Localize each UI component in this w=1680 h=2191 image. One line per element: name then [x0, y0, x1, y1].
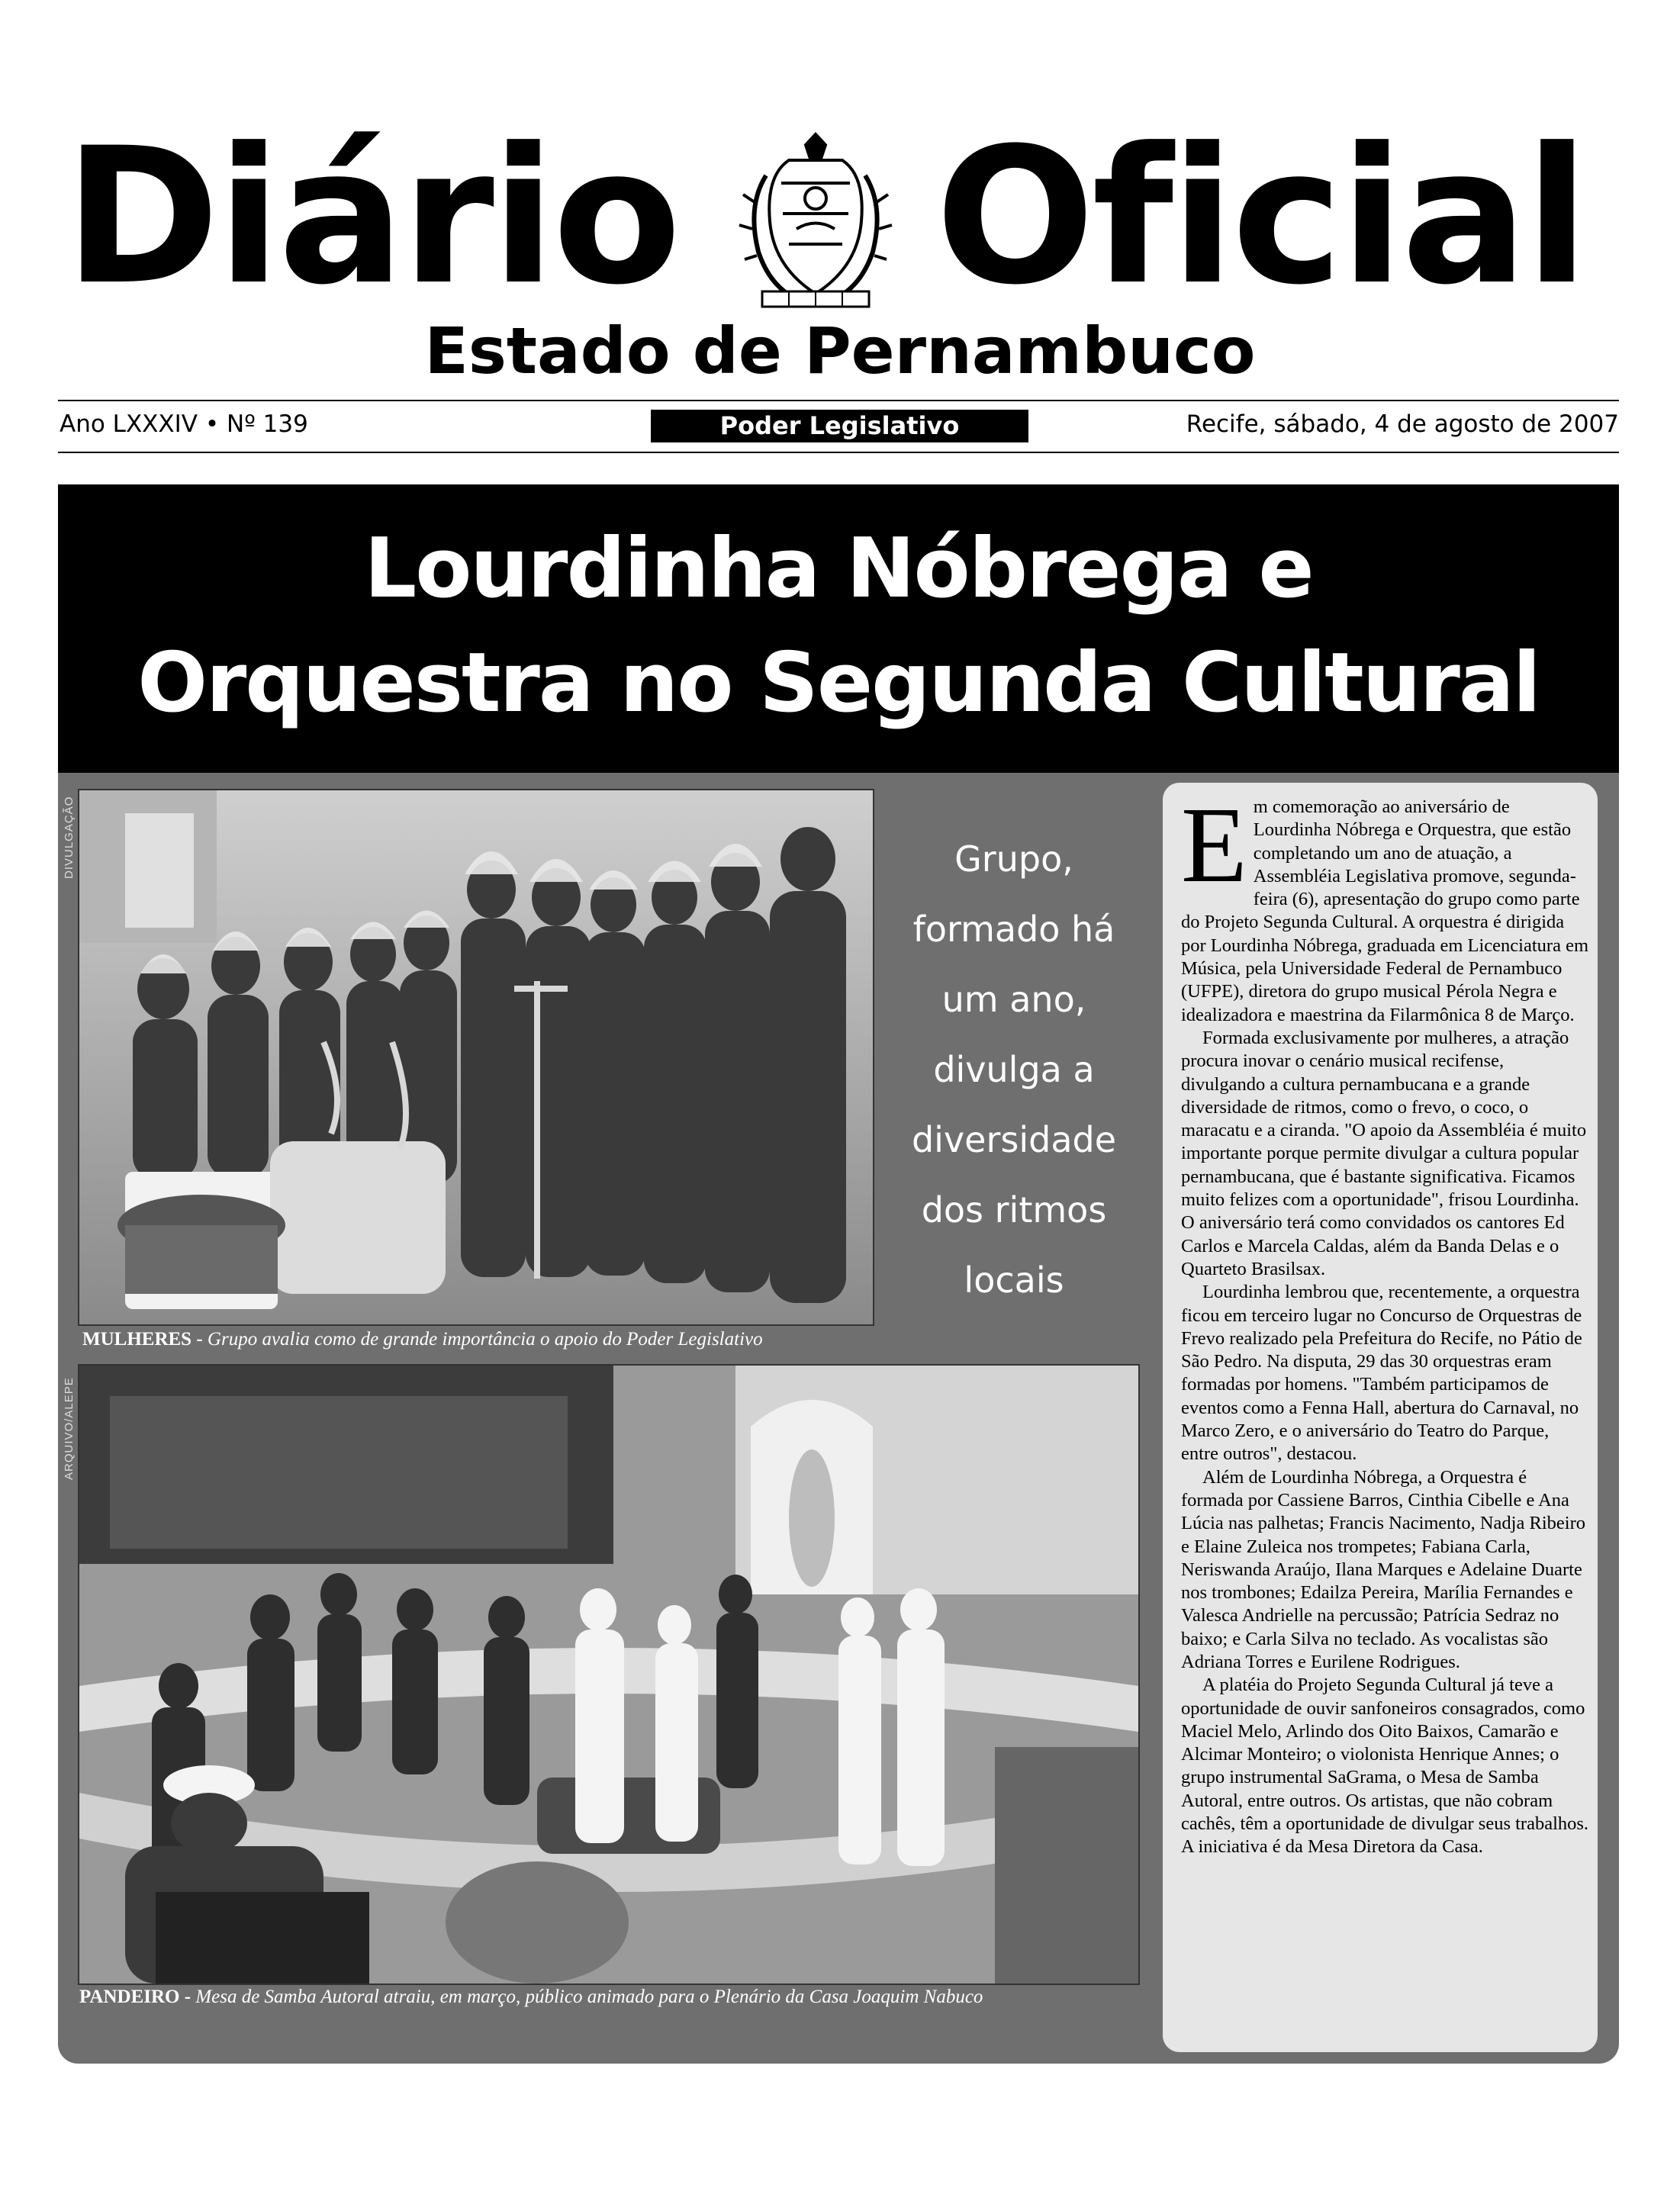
photo-orchestra-women-image [79, 790, 873, 1324]
photo-plenary-samba [78, 1364, 1140, 1985]
photo-orchestra-women [78, 789, 874, 1326]
headline-line-1: Lourdinha Nóbrega e [364, 521, 1313, 616]
top-rule [58, 400, 1619, 401]
place-date: Recife, sábado, 4 de agosto de 2007 [1186, 410, 1619, 438]
article-paragraph: A platéia do Projeto Segunda Cultural já teve a oportunidade de ouvir sanfoneiros consagrados, como Maciel Melo, Arlindo dos Oito Baixos, Camarão e Alcimar Monteiro; o violonista Henrique Annes; o grupo instrumental SaGrama, o Mesa de Samba Autoral, entre outros. Os artistas, que não cobram cachês, têm a oportunidade de divulgar seus trabalhos. A iniciativa é da Mesa Diretora da Casa. [1181, 1675, 1589, 1858]
article-paragraph-1-text: m comemoração ao aniversário de Lourdinha Nóbrega e Orquestra, que estão completando um ano de atuação, a Assembléia Legislativa promove, segunda-feira (6), apresentação do grupo como parte do Projeto Segunda Cultural. A orquestra é dirigida por Lourdinha Nóbrega, graduada em Licenciatura em Música, pela Universidade Federal de Pernambuco (UFPE), diretora do grupo musical Pérola Negra e idealizadora e maestrina da Filarmônica 8 de Março. [1181, 796, 1588, 1025]
headline [58, 484, 1619, 773]
pull-quote-line: diversidade [911, 1119, 1117, 1160]
photo1-caption-label: MULHERES - [82, 1329, 203, 1350]
article-paragraph [1181, 784, 1590, 1027]
pull-quote-line: dos ritmos [921, 1189, 1107, 1231]
article-paragraph: Lourdinha lembrou que, recentemente, a orquestra ficou em terceiro lugar no Concurso de Orquestras de Frevo realizado pela Prefeitura do Recife, no Pátio de São Pedro. Na disputa, 29 das 30 orquestras eram formadas por homens. "Também participamos de eventos como a Fenna Hall, abertura do Carnaval, no Marco Zero, e o aniversário do Teatro do Parque, entre outros", destacou. [1181, 1282, 1582, 1465]
pull-quote-line: Grupo, [954, 838, 1073, 880]
photo2-credit: ARQUIVO/ALEPE [63, 1377, 76, 1480]
masthead-title-left: Diário [64, 108, 679, 327]
drop-cap: E [1181, 784, 1247, 905]
masthead [0, 108, 1680, 327]
photo1-caption [82, 1328, 763, 1351]
masthead-subtitle: Estado de Pernambuco [424, 314, 1256, 388]
photo2-caption [79, 1986, 983, 2009]
pull-quote-line: divulga a [933, 1049, 1095, 1090]
masthead-title-right: Oficial [935, 108, 1586, 327]
article-paragraph: Formada exclusivamente por mulheres, a atração procura inovar o cenário musical recifense, divulgando a cultura pernambucana e a grande diversidade de ritmos, como o frevo, o coco, o maracatu e a ciranda. "O apoio da Assembléia é muito importante porque permite divulgar a cultura popular pernambucana, que é bastante significativa. Ficamos muito felizes com a oportunidade", frisou Lourdinha. O aniversário terá como convidados os cantores Ed Carlos e Marcela Caldas, além da Banda Delas e o Quarteto Brasilsax. [1181, 1027, 1587, 1279]
pull-quote-line: locais [964, 1260, 1064, 1301]
pull-quote-line: um ano, [941, 979, 1086, 1020]
pernambuco-coat-of-arms-icon [735, 130, 896, 313]
issue-number: Ano LXXXIV • Nº 139 [60, 410, 308, 438]
photo1-caption-text: Grupo avalia como de grande importância o apoio do Poder Legislativo [207, 1329, 763, 1350]
photo-plenary-samba-image [79, 1366, 1138, 1983]
photo1-credit: DIVULGAÇÃO [63, 796, 76, 879]
bottom-rule [58, 452, 1619, 453]
article-paragraph: Além de Lourdinha Nóbrega, a Orquestra é formada por Cassiene Barros, Cinthia Cibelle e Ana Lúcia nas palhetas; Francis Nacimento, Nadja Ribeiro e Elaine Zuleica nos trompetes; Fabiana Carla, Neriswanda Araújo, Ilana Marques e Adelaine Duarte nos trombones; Edailza Pereira, Marília Fernandes e Valesca Andrielle na percussão; Patrícia Sedraz no baixo; e Carla Silva no teclado. As vocalistas são Adriana Torres e Eurilene Rodrigues. [1181, 1466, 1585, 1672]
pull-quote [882, 824, 1146, 1315]
photo2-caption-text: Mesa de Samba Autoral atraiu, em março, público animado para o Plenário da Casa Joaquim Nabuco [195, 1987, 983, 2007]
article-body [1181, 784, 1590, 1859]
headline-line-2: Orquestra no Segunda Cultural [137, 635, 1540, 731]
pull-quote-line: formado há [912, 909, 1115, 950]
photo2-caption-label: PANDEIRO - [79, 1987, 191, 2007]
section-badge: Poder Legislativo [651, 410, 1028, 442]
